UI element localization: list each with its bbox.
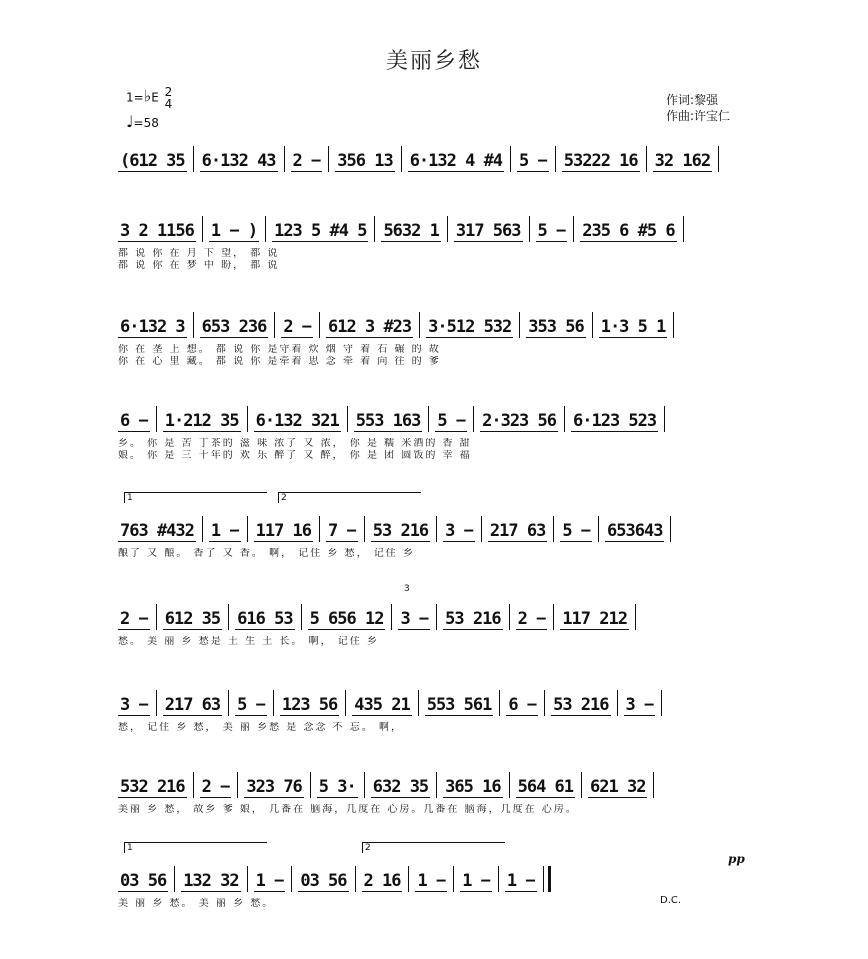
measure-notes: 2 − — [120, 609, 148, 629]
bar-line — [473, 406, 474, 432]
bar-line — [510, 146, 511, 172]
bar-line — [401, 146, 402, 172]
tempo-value: =58 — [133, 116, 159, 130]
measure-notes: 03 56 — [300, 871, 347, 891]
measure-notes: 5632 1 — [383, 221, 439, 241]
measure-notes: 612 3 #23 — [328, 317, 412, 337]
measure-notes: 1 − ) — [210, 221, 258, 241]
bar-line — [481, 516, 482, 542]
score-row — [118, 584, 760, 686]
measure-notes: 3 − — [400, 609, 429, 629]
bar-line — [355, 866, 356, 892]
lyrics-verse-2: 你 在 心 里 藏。 都 说 你 是牵着 思 念 牵 着 向 往 的 爹 — [118, 356, 441, 367]
measure-notes: 3 − — [120, 695, 148, 715]
lyrics-verse-1: 你 在 垄 上 想。 都 说 你 是守着 炊 烟 守 着 石 碾 的 故 — [118, 344, 441, 355]
measure-notes: 5 − — [537, 221, 566, 241]
measure-notes: 123 5 #4 5 — [274, 221, 367, 241]
staff-line — [118, 138, 760, 172]
bar-line — [509, 772, 510, 798]
bar-line — [498, 866, 499, 892]
bar-line — [592, 312, 593, 338]
time-signature — [165, 86, 173, 110]
measure-notes: 6 − — [508, 695, 537, 715]
measure-notes: 117 16 — [255, 521, 312, 541]
score-row — [118, 398, 760, 488]
credits — [666, 92, 730, 124]
bar-line — [553, 516, 554, 542]
measure-notes: 53222 16 — [563, 151, 638, 171]
measure-notes: 5 − — [519, 151, 547, 171]
measure-notes: 1 − — [462, 871, 490, 891]
lyrics-verse-2: 娘。 你 是 三 十年的 欢 乐 醉了 又 醉， 你 是 团 圆饭的 幸 福 — [118, 450, 472, 461]
da-capo-marking: D.C. — [660, 895, 682, 906]
lyrics-verse-1: 酿了 又 酿。 香了 又 香。 啊， 记住 乡 愁， 记住 乡 — [118, 548, 415, 559]
bar-line — [529, 216, 530, 242]
bar-line — [418, 690, 419, 716]
measure-notes: 3 − — [625, 695, 654, 715]
bar-line — [156, 604, 157, 630]
bar-line — [156, 690, 157, 716]
bar-line — [436, 772, 437, 798]
key-prefix: 1= — [126, 90, 144, 105]
measure-notes: 3 − — [445, 521, 473, 541]
lyrics-verse-1: 乡。 你 是 苦 丁茶的 滋 味 浓了 又 浓， 你 是 糯 米酒的 香 甜 — [118, 438, 472, 449]
measure-notes: 2 16 — [363, 871, 401, 891]
bar-line — [228, 690, 229, 716]
bar-line — [661, 690, 662, 716]
bar-line — [319, 312, 320, 338]
bar-line — [237, 772, 238, 798]
measure-notes: 1 − — [417, 871, 446, 891]
bar-line — [453, 866, 454, 892]
measure-notes: 3 2 1156 — [120, 221, 194, 241]
measure-notes: 632 35 — [372, 777, 429, 797]
measure-notes: 653 236 — [201, 317, 267, 337]
bar-line — [202, 516, 203, 542]
measure-notes: 564 61 — [517, 777, 574, 797]
volta-second-ending: 2 — [278, 492, 421, 503]
bar-line — [718, 146, 719, 172]
bar-line — [228, 604, 229, 630]
measure-notes: 03 56 — [120, 871, 167, 891]
measure-notes: 217 63 — [489, 521, 546, 541]
measure-notes: 2 − — [292, 151, 321, 171]
bar-line — [247, 516, 248, 542]
tempo-marking — [126, 112, 159, 131]
bar-line — [436, 604, 437, 630]
bar-line — [653, 772, 654, 798]
measure-notes: 1 − — [506, 871, 535, 891]
song-title: 美丽乡愁 — [385, 49, 482, 74]
dynamics-marking: pp — [728, 852, 745, 866]
staff-line — [118, 682, 760, 716]
measure-notes: 5 − — [437, 411, 466, 431]
measure-notes: 353 56 — [528, 317, 584, 337]
bar-line — [436, 516, 437, 542]
score-row — [118, 493, 760, 598]
bar-line — [193, 312, 194, 338]
score-row — [118, 208, 760, 298]
bar-line — [419, 312, 420, 338]
bar-line — [174, 866, 175, 892]
lyrics-verse-1: 愁。 美 丽 乡 愁是 土 生 土 长。 啊， 记住 乡 — [118, 636, 379, 647]
measure-notes: 6·132 43 — [201, 151, 276, 171]
bar-line — [573, 216, 574, 242]
score-row — [118, 764, 760, 854]
measure-notes: 317 563 — [455, 221, 521, 241]
bar-line — [447, 216, 448, 242]
score-row — [118, 682, 760, 772]
bar-line — [202, 216, 203, 242]
time-bottom: 4 — [164, 97, 173, 111]
measure-notes: 5 − — [562, 521, 591, 541]
measure-notes: 553 163 — [355, 411, 421, 431]
volta-first-ending: 1 — [124, 492, 267, 503]
bar-line — [328, 146, 329, 172]
bar-line — [301, 604, 302, 630]
bar-line — [646, 146, 647, 172]
measure-notes: 1·212 35 — [164, 411, 239, 431]
bar-line — [156, 406, 157, 432]
measure-notes: 1 − — [255, 871, 284, 891]
measure-notes: 2 − — [201, 777, 230, 797]
volta-second-ending: 2 — [362, 842, 505, 853]
staff-line — [118, 764, 760, 798]
measure-notes: 763 #432 — [120, 521, 194, 541]
bar-line — [193, 146, 194, 172]
bar-line — [581, 772, 582, 798]
staff-line — [118, 858, 760, 892]
measure-notes: 5 656 12 — [309, 609, 384, 629]
measure-notes: 323 76 — [246, 777, 302, 797]
lyricist: 作词:黎强 — [666, 93, 719, 107]
bar-line — [347, 406, 348, 432]
staff-line — [118, 304, 760, 338]
bar-line — [273, 690, 274, 716]
key-note: E — [151, 90, 159, 105]
measure-notes: 616 53 — [237, 609, 293, 629]
measure-notes: 53 216 — [445, 609, 501, 629]
bar-line — [274, 312, 275, 338]
measure-notes: 2 − — [283, 317, 312, 337]
bar-line — [428, 406, 429, 432]
measure-notes: 132 32 — [183, 871, 239, 891]
bar-line — [617, 690, 618, 716]
measure-notes: 117 212 — [562, 609, 627, 629]
measure-notes: 532 216 — [120, 777, 185, 797]
measure-notes: (612 35 — [120, 151, 185, 171]
bar-line — [664, 406, 665, 432]
score-row — [118, 304, 760, 394]
bar-line — [291, 866, 292, 892]
bar-line — [670, 516, 671, 542]
staff-line — [118, 398, 760, 432]
bar-line — [543, 866, 551, 892]
measure-notes: 5 − — [237, 695, 265, 715]
measure-notes: 6·123 523 — [573, 411, 657, 431]
measure-notes: 6·132 321 — [255, 411, 339, 431]
bar-line — [284, 146, 285, 172]
lyrics-verse-1: 美丽 乡 愁， 故乡 爹 娘， 几番在 脑海，几度在 心房。几番在 脑海，几度在 心房。 — [118, 804, 578, 815]
bar-line — [553, 604, 554, 630]
time-top: 2 — [164, 85, 173, 99]
measure-notes: 553 561 — [426, 695, 492, 715]
bar-line — [555, 146, 556, 172]
measure-notes: 621 32 — [590, 777, 646, 797]
lyrics-verse-1: 愁， 记住 乡 愁， 美 丽 乡愁 是 念念 不 忘。 啊， — [118, 722, 403, 733]
flat-icon: ♭ — [143, 86, 152, 106]
bar-line — [598, 516, 599, 542]
measure-notes: 2 − — [517, 609, 546, 629]
bar-line — [509, 604, 510, 630]
measure-notes: 1 − — [210, 521, 239, 541]
measure-notes: 6·132 4 #4 — [409, 151, 503, 171]
measure-notes: 6·132 3 — [120, 317, 185, 337]
staff-line — [118, 508, 760, 542]
bar-line — [364, 516, 365, 542]
bar-line — [408, 866, 409, 892]
lyrics-verse-1: 都 说 你 在 月 下 望， 都 说 — [118, 248, 280, 259]
bar-line — [519, 312, 520, 338]
bar-line — [265, 216, 266, 242]
composer: 作曲:许宝仁 — [666, 109, 731, 123]
measure-notes: 7 − — [328, 521, 356, 541]
bar-line — [374, 216, 375, 242]
measure-notes: 6 − — [120, 411, 148, 431]
key-signature — [126, 86, 172, 110]
bar-line — [391, 604, 392, 630]
measure-notes: 123 56 — [281, 695, 338, 715]
bar-line — [310, 772, 311, 798]
bar-line — [364, 772, 365, 798]
measure-notes: 653643 — [607, 521, 663, 541]
measure-notes: 1·3 5 1 — [600, 317, 666, 337]
triplet-marking: 3 — [404, 584, 410, 594]
bar-line — [345, 690, 346, 716]
bar-line — [544, 690, 545, 716]
measure-notes: 435 21 — [354, 695, 410, 715]
quarter-note-icon: ♩ — [126, 112, 134, 131]
measure-notes: 365 16 — [445, 777, 501, 797]
bar-line — [564, 406, 565, 432]
measure-notes: 32 162 — [654, 151, 711, 171]
measure-notes: 5 3· — [318, 777, 356, 797]
bar-line — [635, 604, 636, 630]
bar-line — [673, 312, 674, 338]
measure-notes: 612 35 — [164, 609, 221, 629]
staff-line — [118, 208, 760, 242]
bar-line — [683, 216, 684, 242]
measure-notes: 2·323 56 — [482, 411, 556, 431]
volta-first-ending: 1 — [124, 842, 267, 853]
measure-notes: 235 6 #5 6 — [582, 221, 675, 241]
bar-line — [247, 866, 248, 892]
bar-line — [499, 690, 500, 716]
measure-notes: 53 216 — [372, 521, 429, 541]
bar-line — [193, 772, 194, 798]
measure-notes: 3·512 532 — [428, 317, 512, 337]
bar-line — [247, 406, 248, 432]
lyrics-verse-2: 都 说 你 在 梦 中 盼， 都 说 — [118, 260, 280, 271]
measure-notes: 53 216 — [553, 695, 609, 715]
measure-notes: 356 13 — [337, 151, 393, 171]
lyrics-verse-1: 美 丽 乡 愁。 美 丽 乡 愁。 — [118, 898, 275, 909]
staff-line — [118, 596, 760, 630]
measure-notes: 217 63 — [164, 695, 221, 715]
bar-line — [319, 516, 320, 542]
